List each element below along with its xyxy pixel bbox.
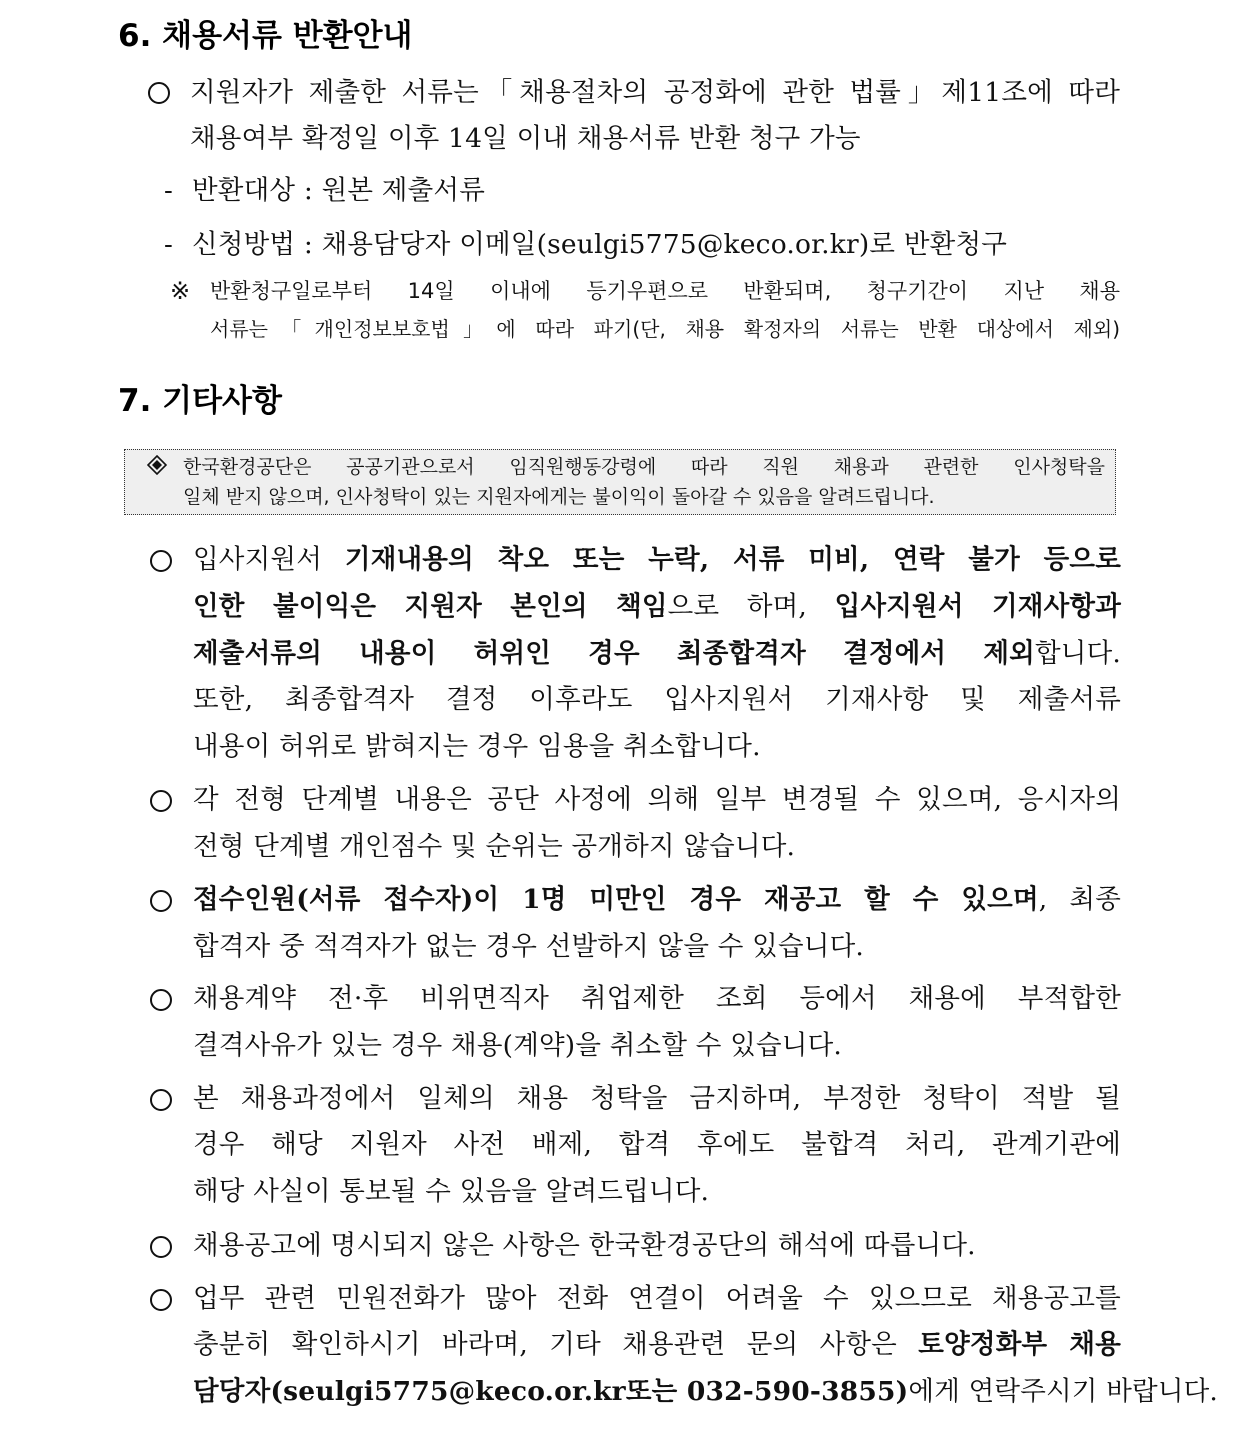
contact-info: 담당자(seulgi5775@keco.or.kr또는 032-590-3855) [193, 1376, 909, 1407]
item-7-line-3: 담당자(seulgi5775@keco.or.kr또는 032-590-3855)에게 연락주시기 바랍니다. [193, 1376, 1219, 1407]
notice-line-2: 일체 받지 않으며, 인사청탁이 있는 지원자에게는 불이익이 돌아갈 수 있음을 알려드립니다. [183, 486, 935, 508]
s6-item-line-1: 지원자가 제출한 서류는「채용절차의 공정화에 관한 법률」제11조에 따라 [190, 77, 1120, 108]
item-4-line-2: 결격사유가 있는 경우 채용(계약)을 취소할 수 있습니다. [193, 1030, 843, 1061]
item-2-line-2: 전형 단계별 개인점수 및 순위는 공개하지 않습니다. [193, 831, 796, 862]
item-7-line-1: 업무 관련 민원전화가 많아 전화 연결이 어려울 수 있으므로 채용공고를 [193, 1283, 1121, 1314]
bullet-circle [150, 1236, 172, 1258]
bullet-circle [150, 890, 172, 912]
item-3-line-1: 접수인원(서류 접수자)이 1명 미만인 경우 재공고 할 수 있으며, 최종 [193, 884, 1121, 915]
s6-item-line-2: 채용여부 확정일 이후 14일 이내 채용서류 반환 청구 가능 [190, 123, 861, 154]
item-5-line-1: 본 채용과정에서 일체의 채용 청탁을 금지하며, 부정한 청탁이 적발 될 [193, 1083, 1121, 1114]
notice-line-1: 한국환경공단은 공공기관으로서 임직원행동강령에 따라 직원 채용과 관련한 인사청탁을 [183, 456, 1105, 478]
s6-note-line-2: 서류는「개인정보보호법」에 따라 파기(단, 채용 확정자의 서류는 반환 대상에서 제외) [210, 317, 1120, 341]
s6-note-line-1: 반환청구일로부터 14일 이내에 등기우편으로 반환되며, 청구기간이 지난 채용 [210, 279, 1120, 303]
reference-mark: ※ [170, 277, 191, 305]
dash-marker: - [164, 176, 173, 206]
item-2-line-1: 각 전형 단계별 내용은 공단 사정에 의해 일부 변경될 수 있으며, 응시자의 [193, 784, 1121, 815]
bullet-circle [148, 82, 170, 104]
item-6-line-1: 채용공고에 명시되지 않은 사항은 한국환경공단의 해석에 따릅니다. [193, 1230, 976, 1261]
section-7-heading: 7. 기타사항 [118, 383, 282, 419]
item-1-line-3: 제출서류의 내용이 허위인 경우 최종합격자 결정에서 제외합니다. [193, 638, 1121, 669]
dash-marker: - [164, 230, 173, 260]
notice-box [124, 449, 1116, 515]
bullet-circle [150, 989, 172, 1011]
bullet-circle [150, 790, 172, 812]
bullet-circle [150, 1089, 172, 1111]
item-7-line-2: 충분히 확인하시기 바라며, 기타 채용관련 문의 사항은 토양정화부 채용 [193, 1329, 1121, 1360]
item-3-line-2: 합격자 중 적격자가 없는 경우 선발하지 않을 수 있습니다. [193, 931, 864, 962]
section-6-heading: 6. 채용서류 반환안내 [118, 18, 413, 54]
item-5-line-3: 해당 사실이 통보될 수 있음을 알려드립니다. [193, 1176, 710, 1207]
item-4-line-1: 채용계약 전·후 비위면직자 취업제한 조회 등에서 채용에 부적합한 [193, 983, 1121, 1014]
s6-sub-apply-method: 신청방법 : 채용담당자 이메일(seulgi5775@keco.or.kr)로 반환청구 [192, 229, 1008, 260]
item-1-line-2: 인한 불이익은 지원자 본인의 책임으로 하며, 입사지원서 기재사항과 [193, 591, 1122, 622]
item-1-line-1: 입사지원서 기재내용의 착오 또는 누락, 서류 미비, 연락 불가 등으로 [193, 544, 1121, 575]
s6-sub-return-target: 반환대상 : 원본 제출서류 [192, 175, 485, 206]
item-5-line-2: 경우 해당 지원자 사전 배제, 합격 후에도 불합격 처리, 관계기관에 [193, 1129, 1121, 1160]
item-1-line-4: 또한, 최종합격자 결정 이후라도 입사지원서 기재사항 및 제출서류 [193, 684, 1121, 715]
bullet-circle [150, 550, 172, 572]
item-1-line-5: 내용이 허위로 밝혀지는 경우 임용을 취소합니다. [193, 731, 761, 762]
diamond-bullet-icon [147, 455, 167, 475]
bullet-circle [150, 1289, 172, 1311]
